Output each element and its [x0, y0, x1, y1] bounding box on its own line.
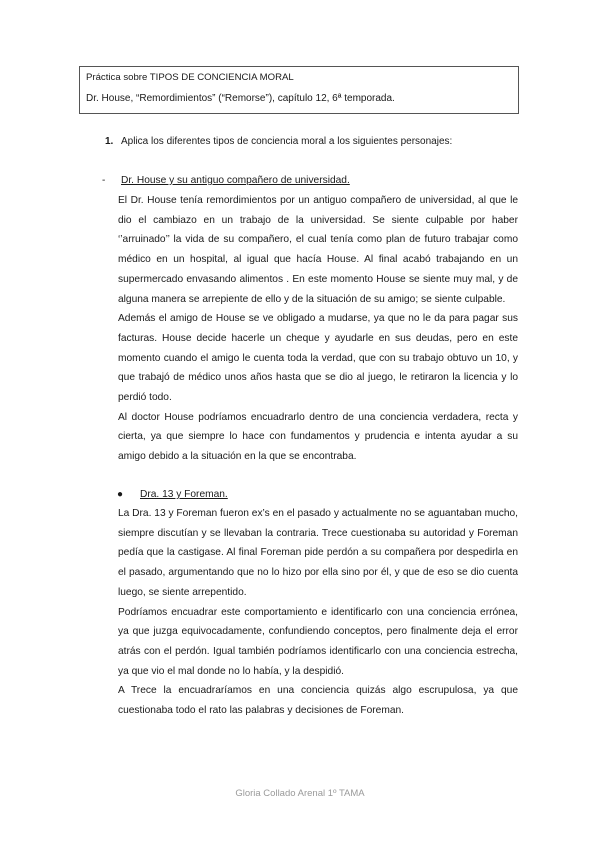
- section-2-paragraph: Podríamos encuadrar este comportamiento e identificarlo con una conciencia errónea, ya que juzga equivocadamente, confundiendo conceptos, pero finalmente deja el error atrás con el perdón. Igual también podríamos identificarlo con una conciencia estrecha, ya que vio el mal donde no lo había, y la despidió.: [118, 606, 518, 677]
- practice-title: Práctica sobre TIPOS DE CONCIENCIA MORAL: [86, 72, 294, 83]
- section-2-bullet: ●: [117, 489, 124, 500]
- section-2-paragraph: La Dra. 13 y Foreman fueron ex’s en el pasado y actualmente no se aguantaban mucho, siempre discutían y se llevaban la contraria. Trece cuestionaba su autoridad y Foreman pedía que la castigase. Al final Foreman pide perdón a su compañera por despedirla en el pasado, argumentando que no lo hizo por ella sino por él, y que de eso se dio cuenta luego, se siente arrepentido.: [118, 508, 518, 598]
- question-text: Aplica los diferentes tipos de conciencia moral a los siguientes personajes:: [121, 136, 453, 147]
- section-2-paragraph: A Trece la encuadraríamos en una conciencia quizás algo escrupulosa, ya que cuestionaba todo el rato las palabras y decisiones de Foreman.: [118, 685, 518, 717]
- section-1-body: [118, 191, 518, 467]
- section-1-paragraph: Además el amigo de House se ve obligado a mudarse, ya que no le da para pagar sus facturas. House decide hacerle un cheque y ayudarle en sus deudas, pero en este momento cuando el amigo le cuenta toda la verdad, que con su trabajo obtuvo un 10, y que trabajó de médico unos años hasta que se dio al juego, le retiraron la licencia y lo perdió todo.: [118, 313, 518, 404]
- episode-reference: Dr. House, “Remordimientos” (“Remorse”), capítulo 12, 6ª temporada.: [86, 93, 395, 104]
- section-1-title: Dr. House y su antiguo compañero de universidad.: [121, 175, 350, 186]
- page-footer: Gloria Collado Arenal 1º TAMA: [235, 788, 365, 799]
- section-2-title: Dra. 13 y Foreman.: [140, 489, 228, 500]
- section-1-marker: -: [102, 175, 106, 186]
- question-number: 1.: [105, 136, 114, 147]
- section-1-paragraph: El Dr. House tenía remordimientos por un antiguo compañero de universidad, al que le dio el cambiazo en un trabajo de la universidad. Se siente culpable por haber ‘’arruinado’’ la vida de su compañero, el cual tenía como plan de futuro trabajar como médico en un hospital, al igual que hacía House. Al final acabó trabajando en un supermercado envasando alimentos . En este momento House se siente muy mal, y de alguna manera se arrepiente de ello y de la situación de su amigo; se siente culpable.: [118, 195, 518, 305]
- section-2-body: [118, 504, 518, 721]
- section-1-paragraph: Al doctor House podríamos encuadrarlo dentro de una conciencia verdadera, recta y cierta, ya que siempre lo hace con fundamentos y prudencia e intenta ayudar a su amigo debido a la situación en la que se encontraba.: [118, 411, 518, 463]
